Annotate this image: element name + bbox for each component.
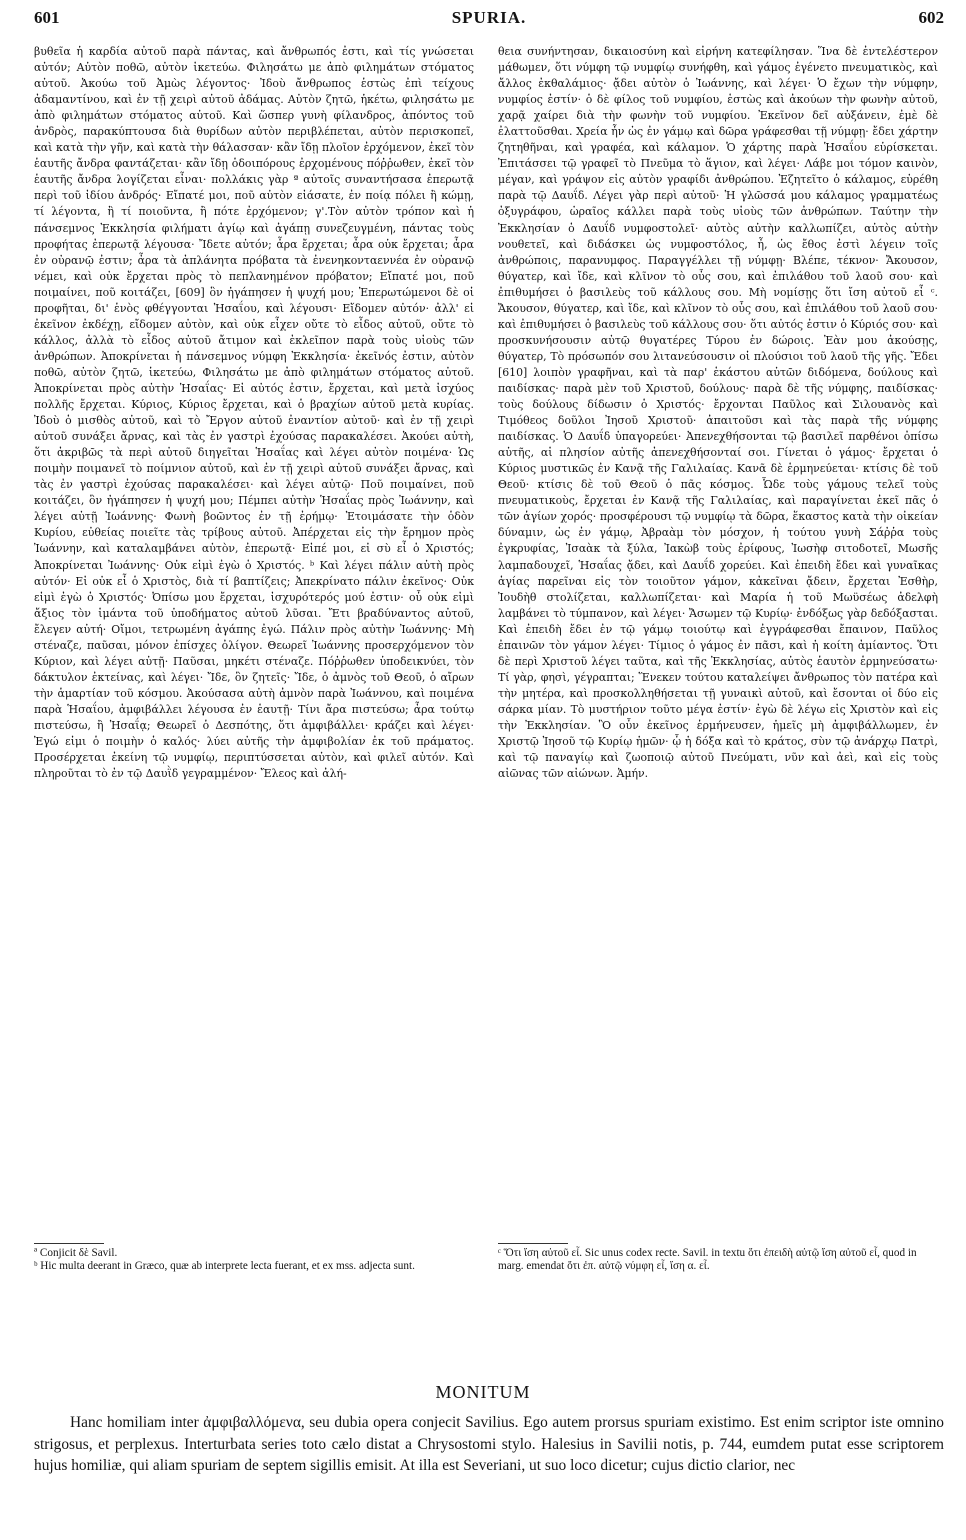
left-column xyxy=(34,44,474,1236)
footnotes-right xyxy=(498,1247,938,1274)
running-header xyxy=(34,8,944,34)
footnote-rule-left xyxy=(34,1243,104,1244)
page-number-right: 602 xyxy=(918,8,944,27)
right-column-text xyxy=(498,44,938,1236)
monitum-body xyxy=(34,1412,944,1477)
left-column-paragraph: βυθεῖα ἡ καρδία αὐτοῦ παρὰ πάντας, καὶ ἄνθρωπός ἐστι, καὶ τίς γνώσεται αὐτόν; Αὐτὸν ποθῶ, αὐτὸν ἱκετεύω. Φιλησάτω με ἀπὸ φιλημάτων στόματος αὐτοῦ. Ἀκούω τοῦ Ἀμὼς λέγοντος· Ἰδοὺ ἄνθρωπος ἑστὼς ἐπὶ τείχους ἀδαμαντίνου, καὶ ἐν τῇ χειρὶ αὐτοῦ ἀδάμας. Αὐτὸν ζητῶ, ἡκέτω, φιλησάτω με ἀπὸ φιλημάτων στόματος αὐτοῦ. Καὶ ὥσπερ γυνὴ φίλανδρος, ἀπόντος τοῦ ἀνδρὸς, παρακύπτουσα διὰ θυρίδων αὐτὸν περιβλέπεται, αὐτὸν περισκοπεῖ, καὶ κατὰ τὴν γῆν, καὶ κατὰ τὴν θάλασσαν· κἂν ἴδῃ πλοῖον ἐρχόμενον, ἐκεῖ τὸν ἑαυτῆς ἄνδρα φαντάζεται· κἂν ἴδῃ ὁδοιπόρους ἐρχομένους πόῤῥωθεν, ἐκεῖ τὸν ἑαυτῆς ἄνδρα λογίζεται εἶναι· πολλάκις γὰρ ª αὐτοῖς συναντήσασα ἐπερωτᾷ περὶ τοῦ ἰδίου ἀνδρός· Εἴπατέ μοι, ποῦ αὐτὸν εἰάσατε, ἐν ποίᾳ πόλει ἢ κώμῃ, τί λέγοντα, ἢ τί ποιοῦντα, ἢ πότε ἐρχόμενον; γ'.Τὸν αὐτὸν τρόπον καὶ ἡ πάνσεμνος Ἐκκλησία φιλήματι ἁγίῳ καὶ ἀγάπῃ συνεζευγμένη, πάντας τοὺς προφήτας ἐπερωτᾷ λέγουσα· Ἴδετε αὐτόν; ἆρα ἔρχεται; ἆρα οὐκ ἔρχεται; ἆρα ἐν οὐρανῷ ἐστιν; ἆρα τὰ ἀπλάνητα πρόβατα τὰ ἐνενηκονταεννέα ἐν οὐρανῷ νέμει, καὶ οὐκ ἔρχεται πρὸς τὸ πεπλανημένον πρόβατον; Εἴπατέ μοι, ποῦ ποιμαίνει, ποῦ κοιτάζει, [609] ὃν ἠγάπησεν ἡ ψυχή μου; Ἐπερωτώμενοι δὲ οἱ προφῆται, δι' ἑνὸς φθέγγονται Ἡσαΐου, καὶ λέγουσι· Εἴδομεν αὐτόν· ἀλλ' εἰ ἐκεῖνον ἐκδέχῃ, εἴδομεν αὐτὸν, καὶ οὐκ εἶχεν οὔτε τὸ εἶδος αὐτοῦ, οὔτε τὸ κάλλος, ἀλλὰ τὸ εἶδος αὐτοῦ ἄτιμον καὶ ἐκλεῖπον παρὰ τοὺς υἱοὺς τῶν ἀνθρώπων. Ἀποκρίνεται ἡ πάνσεμνος νύμφη Ἐκκλησία· ἐκεῖνός ἐστιν, αὐτὸν ποθῶ, αὐτὸν ζητῶ, ἱκετεύω, Φιλησάτω με ἀπὸ φιλημάτων στόματος αὐτοῦ. Ἀποκρίνεται πρὸς αὐτὴν Ἡσαΐας· Εἰ αὐτός ἐστιν, ἔρχεται, καὶ μετὰ ἰσχύος πολλῆς ἔρχεται. Κύριος, Κύριος ἔρχεται, καὶ ὁ βραχίων αὐτοῦ μετὰ κυρίας. Ἰδοὺ ὁ μισθὸς αὐτοῦ, καὶ τὸ Ἔργον αὐτοῦ ἐναντίον αὐτοῦ· καὶ ἐν τῇ χειρὶ αὐτοῦ συνάξει ἄρνας, καὶ τὰς ἐν γαστρὶ ἐχούσας παρακαλέσει. Ἀκούει αὐτὴ, ὅτι ἀκριβῶς τὰ περὶ αὐτοῦ διηγεῖται Ἡσαΐας καὶ λέγει αὐτὸν ποιμένα· Ὡς ποιμὴν ποιμανεῖ τὸ ποίμνιον αὐτοῦ, καὶ ἐν τῇ χειρὶ αὐτοῦ συνάξει ἄρνας, καὶ τὰς ἐν γαστρὶ ἐχούσας παρακαλέσει· καὶ λέγει αὐτῷ· Ποῦ ποιμαίνει, ποῦ κοιτάζει, ὃν ἠγάπησεν ἡ ψυχή μου; Πέμπει αὐτὴν Ἡσαΐας πρὸς Ἰωάννην, καὶ λέγει αὐτῇ Ἰωάννης· Φωνὴ βοῶντος ἐν τῇ ἐρήμῳ· Ἑτοιμάσατε τὴν ὁδὸν Κυρίου, εὐθείας ποιεῖτε τὰς τρίβους αὐτοῦ. Ἀπέρχεται εἰς τὴν ἔρημον πρὸς Ἰωάννην, καὶ καταλαμβάνει αὐτὸν, ἐπερωτᾷ· Εἰπέ μοι, εἰ σὺ εἶ ὁ Χριστός; Ἀποκρίνεται Ἰωάννης· Οὐκ εἰμὶ ἐγὼ ὁ Χριστός. ᵇ Καὶ λέγει πάλιν αὐτὴ πρὸς αὐτόν· Εἰ οὐκ εἶ ὁ Χριστὸς, διὰ τί βαπτίζεις; Ἀπεκρίνατο πάλιν ἐκεῖνος· Οὐκ εἰμὶ ἐγὼ ὁ Χριστός· Ὀπίσω μου ἔρχεται, ἰσχυρότερός μού ἐστιν· οὗ οὐκ εἰμὶ ἄξιος τὸν ἱμάντα τοῦ ὑποδήματος αὐτοῦ λῦσαι. Ἔτι βραδύναντος αὐτοῦ, ἔλεγεν αὐτή· Οἴμοι, τετρωμένη ἀγάπης ἐγώ. Πάλιν πρὸς αὐτὴν Ἰωάννης· Μὴ στέναζε, παῦσαι, μόνον ἐπίσχες ὀλίγον. Θεωρεῖ Ἰωάννης προσερχόμενον τὸν Κύριον, καὶ λέγει αὐτῇ· Παῦσαι, μηκέτι στέναζε. Πόῤῥωθεν ὑποδεικνύει, τὸν δάκτυλον ἐκτείνας, καὶ λέγει· Ἴδε, ὃν ζητεῖς· Ἴδε, ὁ ἀμνὸς τοῦ Θεοῦ, ὁ αἴρων τὴν ἁμαρτίαν τοῦ κόσμου. Ἀκούσασα αὐτὴ ἀμνὸν παρὰ Ἰωάννου, καὶ ποιμένα παρὰ Ἡσαΐου, ἀμφιβάλλει λέγουσα ἐν ἑαυτῇ· Τίνι ἄρα πιστεύσω; ἆρα τούτῳ πιστεύσω, ἢ Ἡσαΐᾳ; Θεωρεῖ ὁ Δεσπότης, ὅτι ἀμφιβάλλει· κράζει καὶ λέγει· Ἐγώ εἰμι ὁ ποιμὴν ὁ καλός· λύει αὐτῆς τὴν ἀμφιβολίαν ἐκ τοῦ πράματος. Προσέρχεται ἐκείνη τῷ νυμφίῳ, περιπτύσσεται αὐτὸν, καὶ φιλεῖ αὐτόν. Καὶ πληροῦται τὸ ἐν τῷ Δαυῒδ γεγραμμένον· Ἔλεος καὶ ἀλή- xyxy=(34,45,474,781)
right-column-paragraph: θεια συνήντησαν, δικαιοσύνη καὶ εἰρήνη κατεφίλησαν. Ἵνα δὲ ἐντελέστερον μάθωμεν, ὅτι νύμφη τῷ νυμφίῳ συνήφθη, καὶ γάμος ἐγένετο πνευματικὸς, καὶ ἄλλος ἐκθαλάμιος· ᾄδει αὐτὸν ὁ Ἰωάννης, καὶ λέγει· Ὁ ἔχων τὴν νύμφην, νυμφίος ἐστίν· ὁ δὲ φίλος τοῦ νυμφίου, ἑστὼς καὶ ἀκούων τὴν φωνὴν αὐτοῦ, χαρᾷ χαίρει διὰ τὴν φωνὴν τοῦ νυμφίου. Ἐκεῖνον δεῖ αὐξάνειν, ἐμὲ δὲ ἐλαττοῦσθαι. Χρεία ἦν ὡς ἐν γάμῳ καὶ δῶρα γράφεσθαι τῇ νύμφῃ· ἔδει χάρτην ζητηθῆναι, καὶ γραφέα, καὶ κάλαμον. Ὁ χάρτης παρὰ Ἡσαΐου εὑρίσκεται. Ἐπιτάσσει τῷ γραφεῖ τὸ Πνεῦμα τὸ ἅγιον, καὶ λέγει· Λάβε μοι τόμον καινὸν, μέγαν, καὶ γράψον εἰς αὐτὸν γραφίδι ἀνθρώπου. Ἐζητεῖτο ὁ κάλαμος, εὑρέθη παρὰ τῷ Δαυΐδ. Λέγει γὰρ περὶ αὐτοῦ· Ἡ γλῶσσά μου κάλαμος γραμματέως ὀξυγράφου, ὡραῖος κάλλει παρὰ τοὺς υἱοὺς τῶν ἀνθρώπων. Ταύτην τὴν Ἐκκλησίαν ὁ Δαυΐδ νυμφοστολεῖ· αὐτὸς αὐτὴν καλλωπίζει, αὐτὸς αὐτὴν νουθετεῖ, καὶ διδάσκει ὡς νυμφοστόλος, ἦ, ὡς ἔθος ἐστὶ λέγειν τοῖς ἀνθρώποις, παρανυμφος. Παραγγέλλει τῇ νύμφῃ· Βλέπε, τέκνον· Ἄκουσον, θύγατερ, καὶ ἴδε, καὶ κλῖνον τὸ οὖς σου, καὶ ἐπιλάθου τοῦ λαοῦ σου· καὶ ἐπιθυμήσει ὁ βασιλεὺς τοῦ κάλλους σου. Μὴ νομίσῃς ὅτι ἴση αὐτοῦ εἶ ᶜ. Ἄκουσον, θύγατερ, καὶ ἴδε, καὶ κλῖνον τὸ οὖς σου, καὶ ἐπιλάθου τοῦ λαοῦ σου· καὶ ἐπιθυμήσει ὁ βασιλεὺς τοῦ κάλλους σου· ὅτι αὐτός ἐστιν ὁ Κύριός σου· καὶ προσκυνήσουσιν αὐτῷ θυγατέρες Τύρου ἐν δώροις. Ἐὰν μου ἀκούσῃς, θύγατερ, Τὸ πρόσωπόν σου λιτανεύσουσιν οἱ πλούσιοι τοῦ λαοῦ τῆς γῆς. Ἔδει [610] λοιπὸν γραφῆναι, καὶ τὰ παρ' ἑκάστου αὐτῶν διδόμενα, δούλους καὶ παιδίσκας· παρὰ μὲν τοῦ Χριστοῦ, δούλους· παρὰ δὲ τῆς νύμφης, παιδίσκας· τοὺς δούλους δίδωσιν ὁ Χριστός· ἔρχονται Παῦλος καὶ Σιλουανὸς καὶ Τιμόθεος δοῦλοι Ἰησοῦ Χριστοῦ· ἀπαιτοῦσι καὶ τὰς παρὰ τῆς νύμφης παιδίσκας. Ὁ Δαυΐδ ὑπαγορεύει· Ἀπενεχθήσονται τῷ βασιλεῖ παρθένοι ὀπίσω αὐτῆς, αἱ πλησίον αὐτῆς ἀπενεχθήσονταί σοι. Γίνεται ὁ γάμος· ἔρχεται ὁ Κύριος μυστικῶς ἐν Κανᾷ τῆς Γαλιλαίας. Κανᾶ δὲ ἑρμηνεύεται· κτίσις δὲ τοῦ Θεοῦ· κτίσις δὲ τοῦ Θεοῦ ὁ πᾶς κόσμος. Ὧδε τοὺς γάμους τελεῖ τοὺς πνευματικοὺς, ἔρχεται ἐν Κανᾷ τῆς Γαλιλαίας, καὶ παραγίνεται ἐκεῖ πᾶς ὁ τῶν ἁγίων χορός· προσφέρουσι τῷ νυμφίῳ τὰ δῶρα, ἕκαστος κατὰ τὴν οἰκείαν δύναμιν, ὡς ἐν γάμῳ, Ἀβραὰμ τὸν μόσχον, ἡ τούτου γυνὴ Σάῤῥα τοὺς ἐγκρυφίας, Ἰσαὰκ τὰ ξύλα, Ἰακὼβ τοὺς ἐρίφους, Ἰωσὴφ σιτοδοτεῖ, Μωσῆς λαμπαδουχεῖ, Ἡσαΐας ᾄδει, καὶ Δαυΐδ χορεύει. Καὶ ἐπειδὴ ἔδει καὶ γυναῖκας ἁγίας παρεῖναι εἰς τὸν τοιοῦτον γάμον, κἀκεῖναι ᾄδειν, ἔρχεται Ἐσθὴρ, Ἰουδὴθ στολίζεται, καλλωπίζεται· καὶ Μαρία ἡ τοῦ Μωϋσέως ἀδελφὴ λαμβάνει τὸ τύμπανον, καὶ λέγει· Ἄσωμεν τῷ Κυρίῳ· ἐνδόξως γὰρ δεδόξασται. Καὶ ἐπειδὴ ἔδει ἐν τῷ γάμῳ τοιούτῳ καὶ ἐγγράφεσθαι ἔπαινον, Παῦλος ἐπαινῶν τὸν γάμον λέγει· Τίμιος ὁ γάμος ἐν πᾶσι, καὶ ἡ κοίτη ἀμίαντος. Ὅτι δὲ περὶ Χριστοῦ λέγει ταῦτα, καὶ τῆς Ἐκκλησίας, αὐτὸς ἑαυτὸν ἑρμηνεύσατω· Τί γὰρ, φησὶ, γέγραπται; Ἕνεκεν τούτου καταλείψει ἄνθρωπος τὸν πατέρα καὶ τὴν μητέρα, καὶ προσκολληθήσεται τῇ γυναικὶ αὐτοῦ, καὶ ἔσονται οἱ δύο εἰς σάρκα μίαν. Τὸ μυστήριον τοῦτο μέγα ἐστίν· ἐγὼ δὲ λέγω εἰς Χριστὸν καὶ εἰς τὴν Ἐκκλησίαν. Ὃ οὖν ἐκεῖνος ἑρμήνευσεν, ἡμεῖς μὴ ἀμφιβάλλωμεν, ἐν Χριστῷ Ἰησοῦ τῷ Κυρίῳ ἡμῶν· ᾧ ἡ δόξα καὶ τὸ κράτος, σὺν τῷ ἀνάρχῳ Πατρὶ, καὶ τῷ παναγίῳ καὶ ζωοποιῷ αὐτοῦ Πνεύματι, νῦν καὶ ἀεὶ, καὶ εἰς τοὺς αἰῶνας τῶν αἰώνων. Ἀμήν. xyxy=(498,45,938,781)
footnote-a: ª Conjicit δὲ Savil. xyxy=(34,1247,118,1259)
footnote-c: ᶜ Ὅτι ἴση αὐτοῦ εἶ. Sic unus codex recte. Savil. in textu ὅτι ἐπειδὴ αὐτῷ ἴση αὐτοῦ εἶ, quod in marg. emendat ὅτι ἐπ. αὐτῷ νύμφη εἶ, ἴση α. εἶ. xyxy=(498,1247,917,1273)
right-column xyxy=(498,44,938,1236)
footnotes-left xyxy=(34,1247,474,1274)
footnote-b: ᵇ Hic multa deerant in Græco, quæ ab interprete lecta fuerant, et ex mss. adjecta sunt. xyxy=(34,1260,415,1273)
monitum-paragraph: Hanc homiliam inter ἀμφιβαλλόμενα, seu dubia opera conjecit Savilius. Ego autem prorsus spuriam existimo. Est enim scriptor iste omnino strigosus, et perplexus. Interturbata series toto cælo distat a Chrysostomi stylo. Halesius in Savilii notis, p. 744, eumdem putat esse scriptorem hujus homiliæ, qui aliam spuriam de septem sigillis emisit. At illa est Severiani, ut suo loco dicetur; cujus dictio clarior, nec xyxy=(34,1414,944,1474)
footnote-rule-right xyxy=(498,1243,568,1244)
page-number-left: 601 xyxy=(34,8,60,27)
monitum-heading: MONITUM xyxy=(435,1382,531,1402)
running-title: SPURIA. xyxy=(451,8,527,27)
left-column-text xyxy=(34,44,474,1236)
